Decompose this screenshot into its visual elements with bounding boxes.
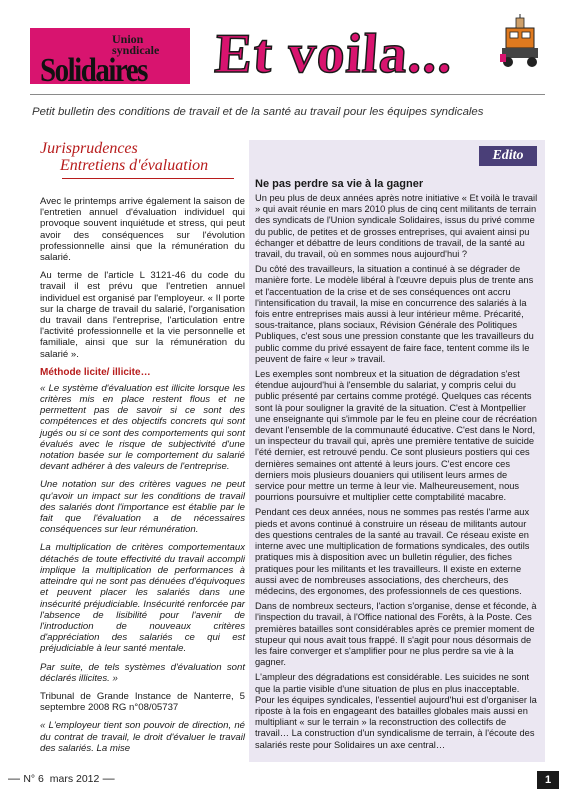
brand-name: Solidaires: [40, 52, 147, 89]
edito-tab: [479, 146, 537, 166]
section-title-line-1: Jurisprudences: [40, 140, 138, 157]
edito-content: [255, 178, 539, 755]
jurisprudence-column: [40, 140, 245, 754]
section-title-line-2: Entretiens d'évaluation: [60, 157, 209, 174]
footer-issue: — N° 6 mars 2012 —: [8, 771, 115, 785]
quote-paragraph: Une notation sur des critères vagues ne peut qu'avoir un impact sur les conditions de travail des salariés dont l'importance est établie par le fait que l'évaluation a de nécessaires conséquences sur leur rémunération.: [40, 479, 245, 536]
bulletin-subtitle: Petit bulletin des conditions de travail et de la santé au travail pour les équipes syndicales: [32, 106, 484, 118]
quote-paragraph: Par suite, de tels systèmes d'évaluation sont déclarés illicites. »: [40, 661, 245, 684]
edito-paragraph: Dans de nombreux secteurs, l'action s'organise, dense et féconde, à l'inspection du travail, à l'Office national des Forêts, à la Poste. Ces premières batailles sont considérables après ce premier moment de stupeur qui nous avait tous frappé. Il s'agit pour nous désormais de les faire converger et s'amplifier pour ne plus perdre sa vie à la gagner.: [255, 601, 537, 668]
quote-paragraph: « L'employeur tient son pouvoir de direction, né du contrat de travail, le droit d'évaluer le travail des salariés. La mise: [40, 720, 245, 754]
paragraph: Avec le printemps arrive également la saison de l'entretien annuel d'évaluation individuel qui provoque souvent inquiétude et stress, qui peut avoir des conséquences sur l'évolution professionnelle ainsi que la rémunération du salarié.: [40, 196, 245, 264]
edito-paragraph: Du côté des travailleurs, la situation a continué à se dégrader de manière forte. Le modèle libéral à l'œuvre depuis plus de trente ans et l'accentuation de la crise et de ses conséquences ont accru l'intensification du travail, la mise en concurrence des salariés à la fois entre entreprises mais aussi à leur intérieur même. Précarité, sous-traitance, plans sociaux, Révision Générale des Politiques Publiques, c'est sous une pression constante que les travailleurs du public comme du privé essayent de faire face, tentent comme ils le peuvent de faire « leur » travail.: [255, 264, 534, 364]
masthead: [0, 0, 565, 118]
subheading-method: Méthode licite/ illicite…: [40, 366, 151, 378]
header-divider: [30, 94, 545, 95]
paragraph: Au terme de l'article L 3121-46 du code du travail il est prévu que l'entretien annuel individuel est organisé par l'employeur. « Il porte sur la charge de travail du salarié, l'organisation du travail dans l'entreprise, l'articulation entre l'activité professionnelle et la vie personnelle et familiale, ainsi que sur la rémunération du salarié ».: [40, 270, 246, 360]
mascot-illustration-icon: [496, 14, 544, 70]
issue-number: N° 6: [23, 773, 44, 785]
bulletin-title: Et voila...: [212, 23, 456, 85]
edito-paragraph: Pendant ces deux années, nous ne sommes pas restés l'arme aux pieds et avons continué à construire un réseau de militants autour des questions centrales de la santé au travail. Ce réseau existe en interne avec une multiplication de formations syndicales, des outils pratiques mis à disposition avec un bulletin régulier, des fiches pratiques pour les militants et les travailleurs. Il existe en externe aussi avec de nombreuses associations, des chercheurs, des médecins, des ergonomes, des professionnels de ces questions.: [255, 507, 530, 596]
edito-heading: Ne pas perdre sa vie à la gagner: [255, 178, 424, 190]
edito-paragraph: Les exemples sont nombreux et la situation de dégradation s'est étendue aujourd'hui à l'ensemble du salariat, y compris celui du public présenté par certains comme protégé. Quelques cas récents sont là pour souligner la gravité de la situation. C'est à Montpellier une enseignante qui s'immole par le feu en pleine cour de récréation devant l'ensemble de la communauté éducative. C'est dans le Nord, un inspecteur du travail qui, après une première tentative de suicide l'été dernier, est retrouvé pendu. Ce sont plusieurs postiers qui ces dernières semaines ont attenté à leurs jours. C'est encore ces derniers mois plusieurs douaniers qui utilisent leurs armes de service pour mettre un terme à leur vie. Malheureusement, nous pourrions poursuivre et multiplier cette comptabilité macabre.: [255, 369, 537, 503]
edito-panel: [249, 140, 545, 762]
quote-paragraph: La multiplication de critères comportementaux détachés de toute effectivité du travail accompli implique la multiplication de performances à atteindre qui ne sont pas dénuées d'équivoques et peuvent placer les salariés dans une insécurité préjudiciable. Insécurité renforcée par l'absence de lisibilité pour l'avenir de l'introduction de nouveaux critères d'appréciation des salariés ce qui est préjudiciable à leur santé mentale.: [40, 542, 245, 655]
issue-date: mars 2012: [49, 773, 100, 785]
page-number: 1: [537, 771, 559, 789]
edito-paragraph: Un peu plus de deux années après notre initiative « Et voilà le travail » qui avait réunie en mars 2010 plus de cinq cent militants de terrain des syndicats de l'Union syndicale Solidaires, issus du privé comme du public, de petites et de grosses entreprises, qui avaient ainsi pu échanger et débattre de leurs conditions de travail, de la santé au travail, du travail, où en sommes nous aujourd'hui ?: [255, 193, 538, 260]
section-title-underline: [62, 178, 234, 179]
union-line-2: syndicale: [112, 43, 160, 57]
quote-paragraph: « Le système d'évaluation est illicite lorsque les critères mis en place restent flous et ne permettent pas de savoir si ce sont des compétences et des objectifs concrets qui sont jugés ou si ce sont des comportements qui sont évalués avec le risque de subjectivité d'une notation basée sur le comportement du salarié devant adhérer à des valeurs de l'entreprise.: [40, 382, 245, 473]
edito-tab-label: Edito: [492, 148, 524, 163]
citation: Tribunal de Grande Instance de Nanterre, 5 septembre 2008 RG n°08/05737: [40, 690, 245, 714]
union-line-1: Union: [112, 32, 144, 46]
edito-paragraph: L'ampleur des dégradations est considérable. Les suicides ne sont que la partie visible d'une situation de plus en plus inacceptable. Pour les équipes syndicales, l'essentiel aujourd'hui est d'organiser la riposte à la fois en engageant des batailles globales mais aussi en multipliant « sur le terrain » la reconstruction des collectifs de travail… La construction d'un syndicalisme de terrain, à l'écoute des salariés reste pour Solidaires un axe central…: [255, 672, 537, 750]
section-title: [40, 140, 245, 174]
